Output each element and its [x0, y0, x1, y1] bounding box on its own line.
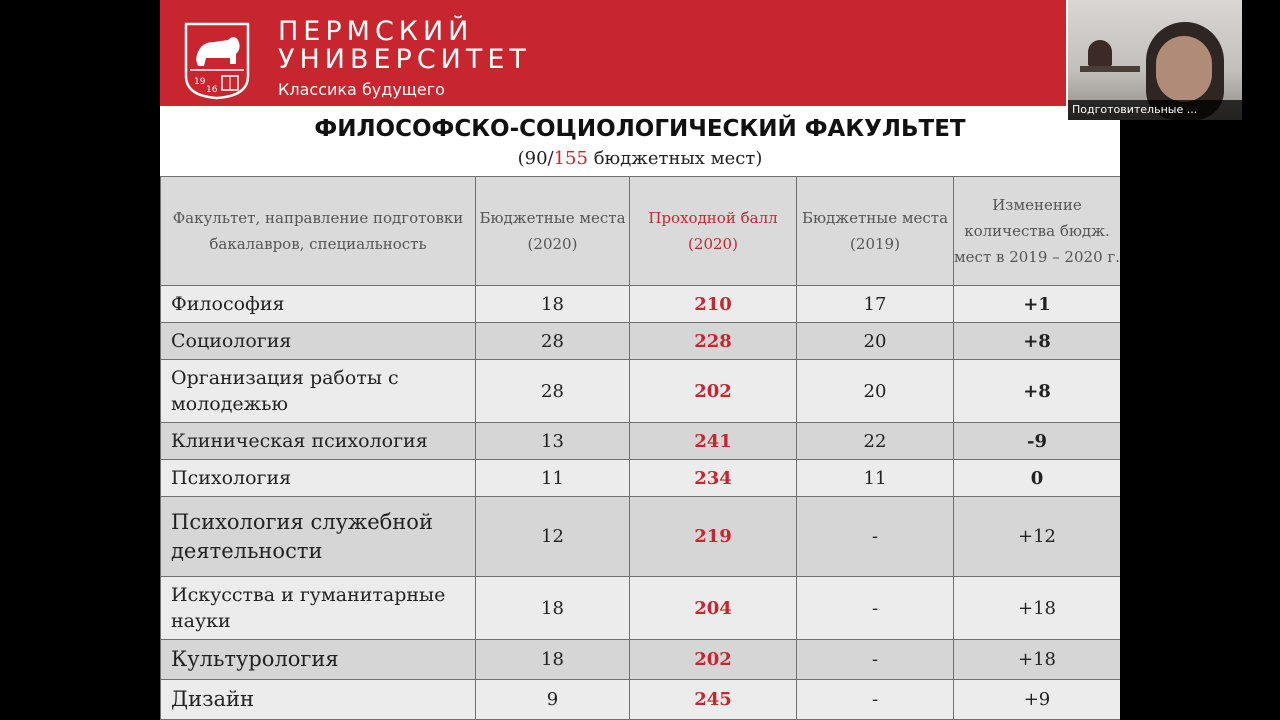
seats-change-cell: +18 [954, 577, 1121, 640]
video-background-plant [1088, 40, 1112, 66]
seats-2019-cell: - [797, 640, 954, 680]
table-row [161, 423, 1121, 460]
seats-2020-cell: 18 [476, 577, 630, 640]
passing-score-cell: 228 [630, 323, 797, 360]
seats-change-cell: -9 [954, 423, 1121, 460]
svg-text:16: 16 [206, 85, 218, 95]
passing-score-cell: 219 [630, 497, 797, 577]
presentation-slide [160, 0, 1120, 720]
slide-subtitle: (90/155 бюджетных мест) [517, 148, 763, 169]
header-program: Факультет, направление подготовки бакалавров, специальность [161, 177, 476, 286]
table-row [161, 577, 1121, 640]
program-name-cell: Философия [161, 286, 476, 323]
participant-face [1156, 36, 1212, 102]
seats-2019-cell: 20 [797, 323, 954, 360]
brand-name-line2: УНИВЕРСИТЕТ [278, 44, 531, 75]
brand-tagline: Классика будущего [278, 80, 445, 99]
table-row [161, 286, 1121, 323]
seats-2020-cell: 13 [476, 423, 630, 460]
seats-change-cell: +12 [954, 497, 1121, 577]
seats-2020-cell: 28 [476, 360, 630, 423]
program-name-cell: Искусства и гуманитарные науки [161, 577, 476, 640]
slide-title: ФИЛОСОФСКО-СОЦИОЛОГИЧЕСКИЙ ФАКУЛЬТЕТ [314, 116, 966, 142]
seats-2019-cell: - [797, 680, 954, 720]
header-seats-change: Изменение количества бюдж. мест в 2019 – 2020 г. [954, 177, 1121, 286]
table-row [161, 497, 1121, 577]
admission-table [160, 176, 1120, 720]
table-row [161, 640, 1121, 680]
passing-score-cell: 241 [630, 423, 797, 460]
seats-change-cell: 0 [954, 460, 1121, 497]
seats-change-cell: +1 [954, 286, 1121, 323]
table-row [161, 360, 1121, 423]
header-passing-score-2020: Проходной балл (2020) [630, 177, 797, 286]
program-name-cell: Психология [161, 460, 476, 497]
seats-2019-cell: 22 [797, 423, 954, 460]
table-row [161, 460, 1121, 497]
passing-score-cell: 245 [630, 680, 797, 720]
program-name-cell: Психология служебной деятельности [161, 497, 476, 577]
seats-change-cell: +8 [954, 360, 1121, 423]
seats-2020-cell: 28 [476, 323, 630, 360]
passing-score-cell: 204 [630, 577, 797, 640]
header-seats-2020: Бюджетные места (2020) [476, 177, 630, 286]
seats-2019-cell: 11 [797, 460, 954, 497]
program-name-cell: Клиническая психология [161, 423, 476, 460]
header-seats-2019: Бюджетные места (2019) [797, 177, 954, 286]
table-header-row [161, 177, 1121, 286]
passing-score-cell: 234 [630, 460, 797, 497]
passing-score-cell: 210 [630, 286, 797, 323]
seats-2020-cell: 18 [476, 286, 630, 323]
table-row [161, 680, 1121, 720]
participant-name-label: Подготовительные ... [1068, 100, 1242, 120]
program-name-cell: Культурология [161, 640, 476, 680]
passing-score-cell: 202 [630, 360, 797, 423]
seats-2019-cell: - [797, 497, 954, 577]
program-name-cell: Дизайн [161, 680, 476, 720]
seats-2020-cell: 11 [476, 460, 630, 497]
table-row [161, 323, 1121, 360]
svg-text:19: 19 [194, 77, 206, 87]
video-background-shelf [1080, 66, 1140, 72]
seats-change-cell: +18 [954, 640, 1121, 680]
seats-2020-cell: 18 [476, 640, 630, 680]
seats-change-cell: +8 [954, 323, 1121, 360]
seats-2020-cell: 9 [476, 680, 630, 720]
seats-2019-cell: - [797, 577, 954, 640]
program-name-cell: Социология [161, 323, 476, 360]
program-name-cell: Организация работы с молодежью [161, 360, 476, 423]
university-bear-logo-icon [182, 20, 252, 100]
seats-2020-cell: 12 [476, 497, 630, 577]
brand-name-line1: ПЕРМСКИЙ [278, 16, 474, 47]
passing-score-cell: 202 [630, 640, 797, 680]
seats-2019-cell: 20 [797, 360, 954, 423]
university-banner [160, 0, 1066, 106]
seats-change-cell: +9 [954, 680, 1121, 720]
seats-2019-cell: 17 [797, 286, 954, 323]
